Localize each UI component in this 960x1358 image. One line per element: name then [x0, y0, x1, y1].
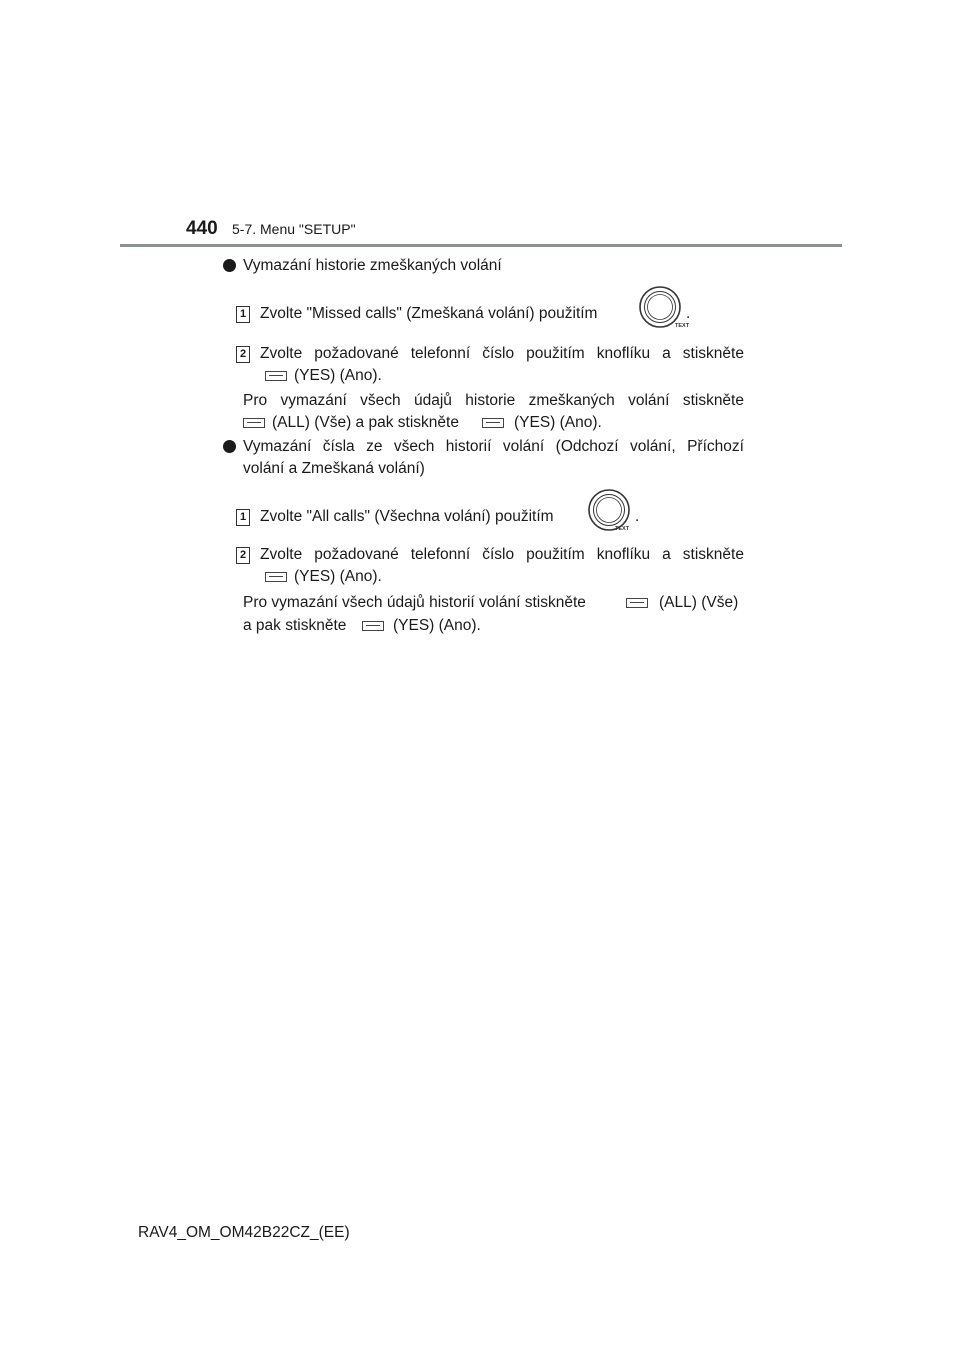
note-text: a pak stiskněte — [243, 617, 347, 634]
note-text: Pro vymazání všech údajů historií volání stiskněte — [243, 594, 586, 611]
word: knoflíku — [596, 345, 651, 362]
word: číslo — [482, 546, 515, 563]
word: volání — [628, 392, 670, 409]
section-title: 5-7. Menu "SETUP" — [232, 221, 356, 237]
knob-label: TEXT — [615, 526, 630, 532]
word: všech — [393, 438, 435, 455]
bullet-heading-missed-calls — [0, 253, 960, 279]
word: ze — [366, 438, 383, 455]
yes-button-icon — [265, 371, 287, 381]
word: vymazání — [280, 392, 347, 409]
step-text-end: . — [635, 508, 640, 525]
word: Vymazání — [243, 438, 312, 455]
word: Zvolte — [260, 345, 303, 362]
step-number-badge: 1 — [236, 509, 250, 526]
all-button-icon — [243, 418, 265, 428]
word: stiskněte — [682, 546, 744, 563]
bullet-icon — [223, 259, 236, 272]
yes-button-icon — [482, 418, 504, 428]
page-number: 440 — [186, 218, 218, 239]
step-all-2-cont — [0, 564, 960, 590]
word: použitím — [526, 345, 585, 362]
word: historie — [465, 392, 516, 409]
note-all-cont — [0, 613, 960, 639]
step-number-badge: 2 — [236, 346, 250, 363]
word: a — [662, 345, 671, 362]
bullet-icon — [223, 440, 236, 453]
header-divider — [120, 244, 842, 247]
document-code: RAV4_OM_OM42B22CZ_(EE) — [138, 1224, 350, 1241]
word: a — [662, 546, 671, 563]
all-button-icon — [626, 598, 648, 608]
step-missed-2-cont — [0, 363, 960, 389]
word: historií — [445, 438, 492, 455]
word: (Odchozí — [555, 438, 619, 455]
word: Pro — [243, 392, 268, 409]
note-text: (YES) (Ano). — [393, 617, 481, 634]
step-text-end: . — [686, 305, 691, 322]
knob-label: TEXT — [675, 323, 690, 329]
step-text: (YES) (Ano). — [294, 568, 382, 585]
word: všech — [360, 392, 401, 409]
step-all-1 — [0, 504, 960, 530]
bullet-heading-text: volání a Zmeškaná volání) — [243, 460, 425, 477]
word: použitím — [526, 546, 585, 563]
word: zmeškaných — [528, 392, 615, 409]
word: údajů — [414, 392, 452, 409]
step-number-badge: 2 — [236, 547, 250, 564]
word: Příchozí — [687, 438, 744, 455]
word: telefonní — [410, 546, 471, 563]
tune-knob-icon — [587, 488, 631, 532]
word: volání, — [629, 438, 676, 455]
word: požadované — [314, 546, 399, 563]
word: volání — [502, 438, 545, 455]
yes-button-icon — [362, 621, 384, 631]
word: stiskněte — [682, 392, 744, 409]
step-number-badge: 1 — [236, 306, 250, 323]
bullet-heading-all-calls-cont — [0, 456, 960, 482]
step-text: Zvolte "All calls" (Všechna volání) použitím — [260, 508, 554, 525]
tune-knob-icon — [638, 285, 690, 329]
yes-button-icon — [265, 572, 287, 582]
note-text: (ALL) (Vše) a pak stiskněte — [272, 414, 459, 431]
note-text: (YES) (Ano). — [514, 414, 602, 431]
word: telefonní — [410, 345, 471, 362]
word: čísla — [322, 438, 355, 455]
word: Zvolte — [260, 546, 303, 563]
word: požadované — [314, 345, 399, 362]
note-missed-cont — [0, 410, 960, 436]
note-text: (ALL) (Vše) — [659, 594, 739, 611]
word: stiskněte — [682, 345, 744, 362]
step-text: (YES) (Ano). — [294, 367, 382, 384]
word: knoflíku — [596, 546, 651, 563]
step-text: Zvolte "Missed calls" (Zmeškaná volání) použitím — [260, 305, 598, 322]
word: číslo — [482, 345, 515, 362]
bullet-heading-text: Vymazání historie zmeškaných volání — [243, 257, 502, 274]
step-missed-1 — [0, 301, 960, 327]
